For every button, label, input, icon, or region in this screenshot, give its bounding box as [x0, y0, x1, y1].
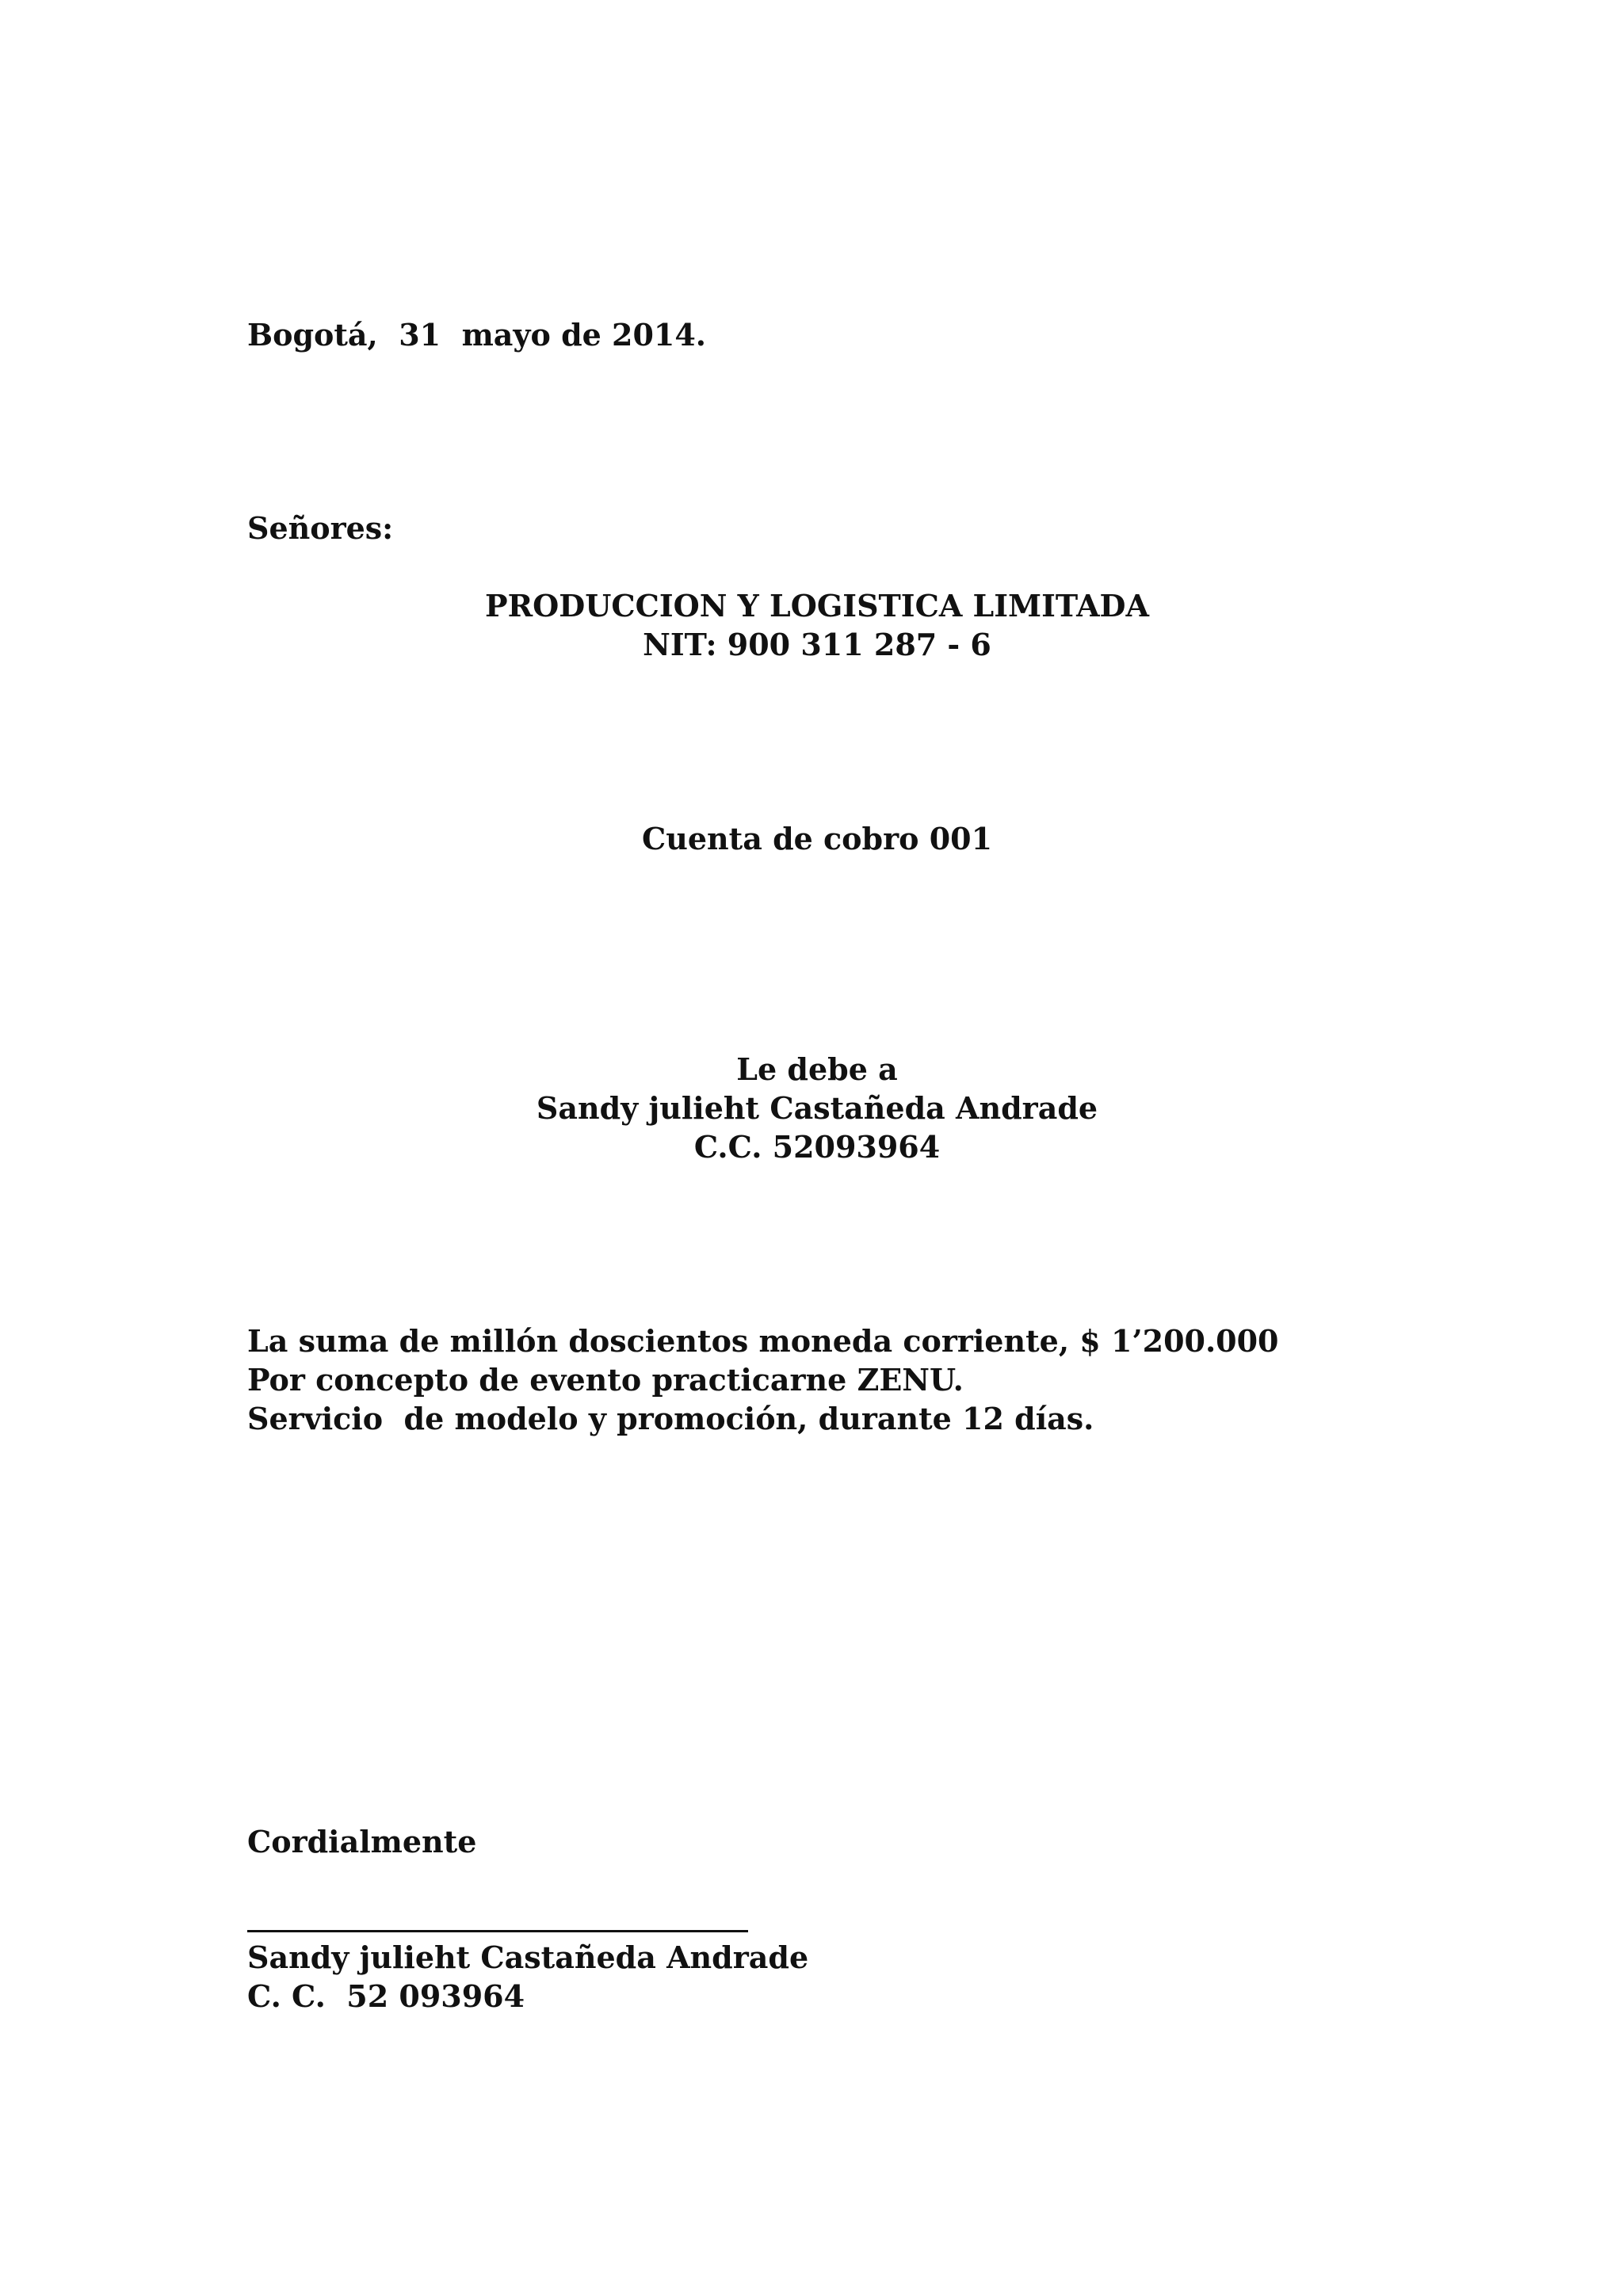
service-line: Servicio de modelo y promoción, durante 12 días.: [247, 1401, 1094, 1436]
concept-line: Por concepto de evento practicarne ZENU.: [247, 1362, 964, 1398]
signature-rule: [247, 1930, 748, 1932]
amount-line: La suma de millón doscientos moneda corriente, $ 1’200.000: [247, 1323, 1279, 1359]
signature-name: Sandy julieht Castañeda Andrade: [247, 1939, 809, 1975]
signature-id: C. C. 52 093964: [247, 1978, 525, 2014]
debtor-intro: Le debe a: [736, 1051, 898, 1087]
document-title: Cuenta de cobro 001: [641, 821, 993, 856]
closing: Cordialmente: [247, 1824, 477, 1859]
debtor-id: C.C. 52093964: [693, 1129, 941, 1165]
recipient-company: PRODUCCION Y LOGISTICA LIMITADA: [485, 588, 1149, 624]
debtor-name: Sandy julieht Castañeda Andrade: [536, 1090, 1098, 1126]
recipient-nit: NIT: 900 311 287 - 6: [643, 627, 991, 662]
salutation: Señores:: [247, 510, 394, 546]
date-line: Bogotá, 31 mayo de 2014.: [247, 317, 707, 353]
